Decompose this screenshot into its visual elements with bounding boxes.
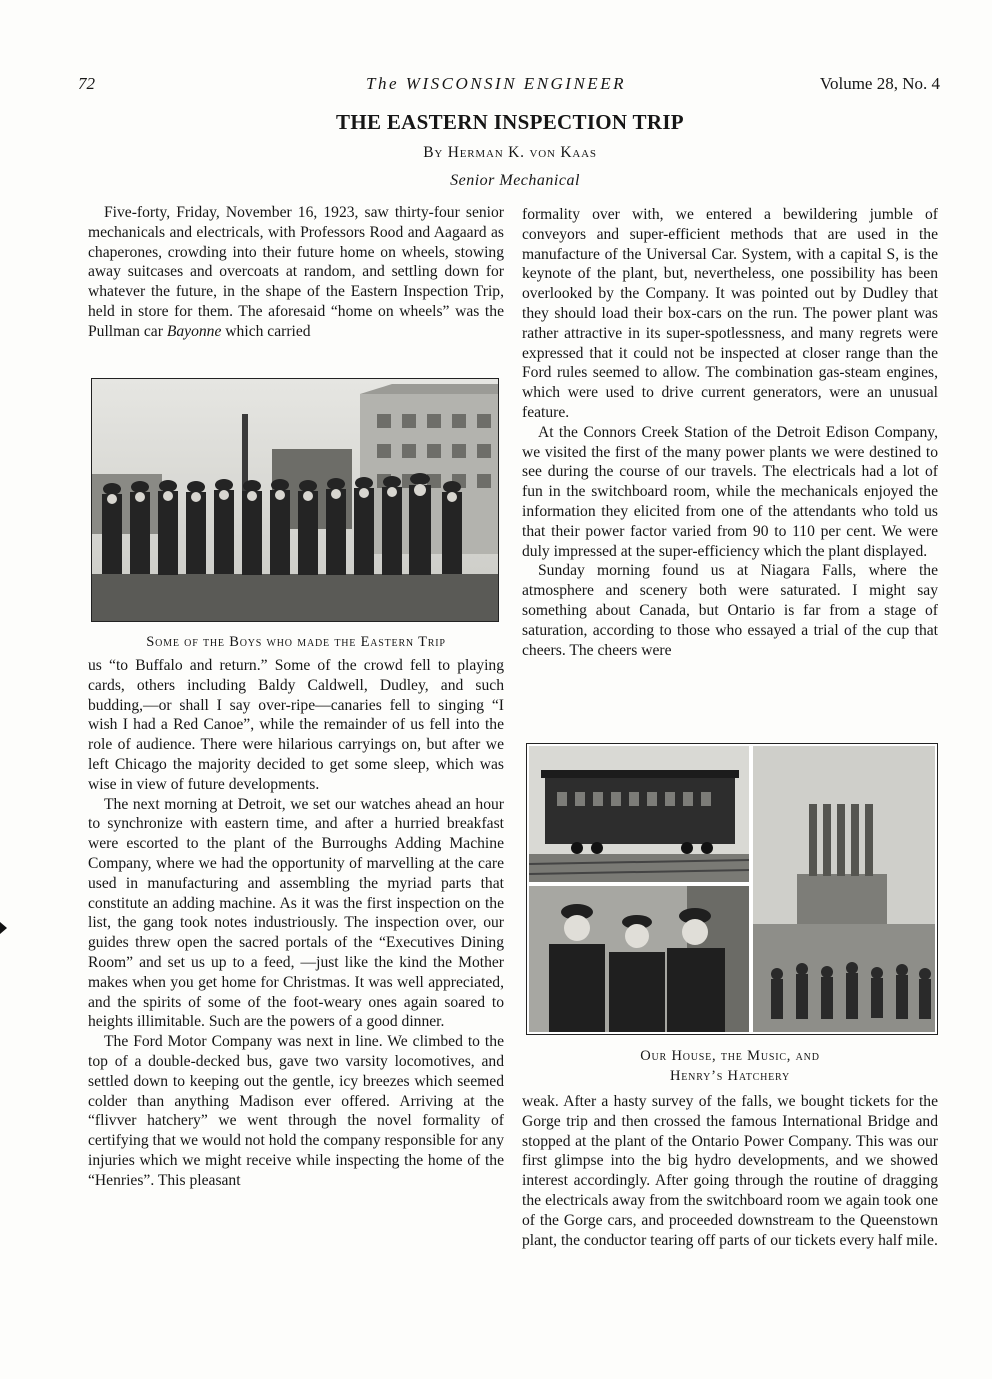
margin-mark (0, 922, 7, 934)
right-column-text (522, 205, 938, 723)
collage-caption-line-1: Our House, the Music, and (640, 1048, 820, 1064)
volume-number: Volume 28, No. 4 (819, 74, 940, 93)
collage-image (527, 744, 937, 1034)
collage-caption-line-2: Henry’s Hatchery (670, 1068, 790, 1084)
left-opening-text (88, 203, 504, 363)
article-byline: By Herman K. von Kaas (423, 144, 597, 161)
paragraph: Five-forty, Friday, November 16, 1923, saw thirty-four senior mechanicals and electricals, with Professors Rood and Aagaard as chaperones, crowding into their future home on wheels, stowing away suitcases and overcoats at random, and settling down for whatever the future, in the shape of the Eastern Inspection Trip, held in store for them. The aforesaid “home on wheels” was the Pullman car Bayonne which carried (88, 204, 504, 340)
paragraph: us “to Buffalo and return.” Some of the crowd fell to playing cards, others including Baldy Caldwell, Dudley, and such budding,—or shall I say over-ripe—canaries fell to singing “I wish I had a Red Canoe”, while the remainder of us fell into the role of audience. There were hilarious carryings on, but after we left Chicago the majority decided to get some sleep, which was wise in view of future developments. (88, 657, 504, 793)
group-photo (91, 378, 499, 622)
left-column-text (88, 656, 504, 1296)
paragraph: weak. After a hasty survey of the falls, we bought tickets for the Gorge trip and then crossed the famous International Bridge and stopped at the plant of the Ontario Power Company. This was our first glimpse into the big hydro developments, and we showed interest accordingly. After going through the routine of dragging the electricals away from the switchboard room we again took one of the Gorge cars, and proceeded downstream to the Queenstown plant, the conductor tearing off parts of our tickets every half mile. (522, 1093, 938, 1249)
journal-title: The WISCONSIN ENGINEER (366, 74, 626, 93)
paragraph: The next morning at Detroit, we set our watches ahead an hour to synchronize with eastern time, and after a hurried breakfast were escorted to the plant of the Burroughs Adding Machine Company, where we had the opportunity of marvelling at the care used in manufacturing and assembling the myriad parts that constitute an adding machine. As it was the first inspection on the list, the gang took notes industriously. The inspection over, our guides threw open the sacred portals of the “Executives Dining Room” and set us up to a feed, —just like the kind the Mother makes when you get home for Christmas. It was well appreciated, and the spirits of some of the foot-weary ones again soared to heights illimitable. Such are the powers of a good dinner. (88, 795, 504, 1031)
paragraph: formality over with, we entered a bewildering jumble of conveyors and super-efficient methods that are used in the manufacture of the Universal Car. System, with a capital S, is the keynote of the plant, but, nevertheless, one possibility has been overlooked by the Company. It was pointed out by Dudley that they should load their box-cars on the run. The power plant was rather attractive in its super-spotlessness, and many regrets were expressed that it could not be inspected at closer range than the Ford rules seemed to allow. The combination gas-steam engines, which were used to drive current generators, were an unusual feature. (522, 206, 938, 421)
car-name: Bayonne (166, 322, 222, 340)
page-number: 72 (78, 74, 95, 93)
paragraph: The Ford Motor Company was next in line. We climbed to the top of a double-decked bus, gave two varsity locomotives, and settled down to keeping out the gentle, icy breezes which seemed colder than anything Madison ever offered. Arriving at the “flivver hatchery” we went through the novel formality of certifying that we would not hold the company responsible for any injuries which we might receive while inspecting the home of the “Henries”. This pleasant (88, 1033, 504, 1189)
article-title: THE EASTERN INSPECTION TRIP (336, 110, 684, 134)
group-photo-image (92, 379, 498, 621)
right-column-continued-text (522, 1092, 938, 1296)
collage-caption (522, 1046, 938, 1086)
paragraph: At the Connors Creek Station of the Detroit Edison Company, we visited the first of the many power plants we were destined to see during the course of our travels. The electricals had a lot of fun in the switchboard room, while the mechanicals enjoyed the information they elicited from one of the attendants who told us that their power factor varied from 90 to 110 per cent. We were duly impressed at the super-efficiency which the plant displayed. (522, 423, 938, 560)
photo-collage (526, 743, 938, 1035)
author-role: Senior Mechanical (450, 172, 580, 189)
group-photo-caption: Some of the Boys who made the Eastern Trip (146, 634, 446, 650)
paragraph: Sunday morning found us at Niagara Falls, where the atmosphere and scenery both were saturated. I might say something about Canada, but Ontario is far from a stage of saturation, according to those who essayed a trial of the cup that cheers. The cheers were (522, 562, 938, 659)
